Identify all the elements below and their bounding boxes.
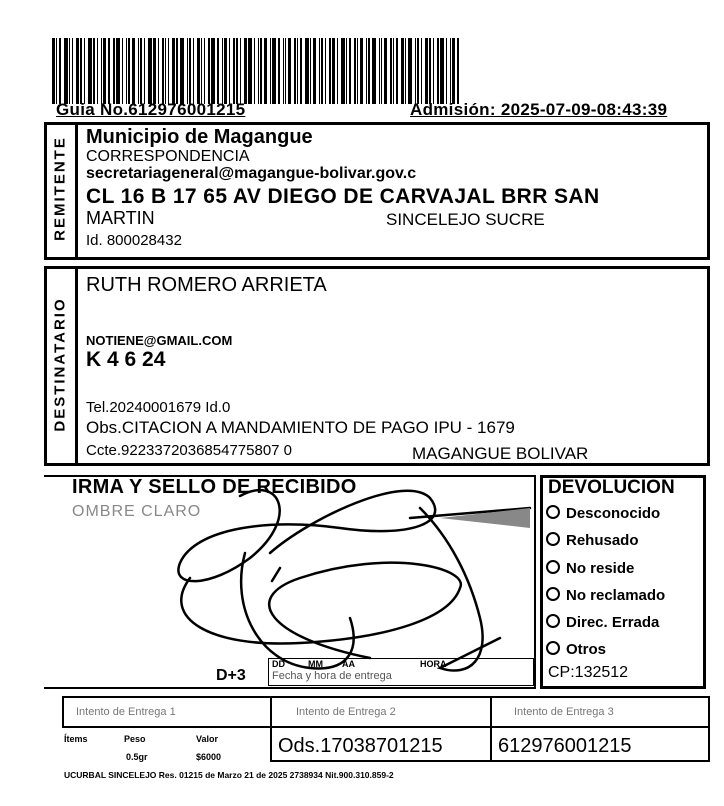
barcode-bar <box>357 38 358 104</box>
barcode-bar <box>176 38 178 104</box>
remitente-id: Id. 800028432 <box>86 232 182 249</box>
barcode-bar <box>408 38 412 104</box>
barcode-bar <box>285 38 286 104</box>
barcode-bar <box>56 38 57 104</box>
barcode-bar <box>321 38 323 104</box>
remitente-email: secretariageneral@magangue-bolivar.gov.c <box>86 165 417 182</box>
barcode-bar <box>429 38 431 104</box>
barcode-bar <box>354 38 356 104</box>
destinatario-city: MAGANGUE BOLIVAR <box>412 444 589 463</box>
barcode-bar <box>272 38 276 104</box>
intento-1: Intento de Entrega 1 <box>76 706 176 718</box>
barcode-bar <box>172 38 175 104</box>
barcode-bar <box>310 38 311 104</box>
barcode-bar <box>313 38 316 104</box>
destinatario-email: NOTIENE@GMAIL.COM <box>86 333 233 348</box>
barcode-bar <box>433 38 434 104</box>
remitente-label: REMITENTE <box>51 136 69 241</box>
barcode-bar <box>187 38 188 104</box>
barcode-bar <box>278 38 280 104</box>
devolucion-option[interactable]: Direc. Errada <box>546 614 659 631</box>
barcode-bar <box>168 38 169 104</box>
barcode-bar <box>88 38 92 104</box>
barcode-bar <box>116 38 120 104</box>
guia-number: Guia No.612976001215 <box>56 100 246 119</box>
barcode-bar <box>224 38 227 104</box>
barcode-bar <box>401 38 404 104</box>
destinatario-tel: Tel.20240001679 Id.0 <box>86 399 231 416</box>
recibido-subtitle: OMBRE CLARO <box>72 503 202 520</box>
devolucion-option[interactable]: Rehusado <box>546 532 639 549</box>
barcode-bar <box>72 38 73 104</box>
barcode-bar <box>158 38 159 104</box>
barcode-bar <box>288 38 291 104</box>
barcode-bar <box>390 38 392 104</box>
barcode-bar <box>222 38 223 104</box>
barcode-bar <box>113 38 115 104</box>
barcode-bar <box>379 38 380 104</box>
barcode-bar <box>138 38 139 104</box>
admision-date: Admisión: 2025-07-09-08:43:39 <box>410 100 668 119</box>
barcode-bar <box>425 38 428 104</box>
barcode-bar <box>440 38 444 104</box>
barcode-bar <box>381 38 382 104</box>
barcode-bar <box>341 38 345 104</box>
barcode-bar <box>208 38 210 104</box>
barcode-bar <box>384 38 387 104</box>
intento-2: Intento de Entrega 2 <box>296 706 396 718</box>
barcode-bar <box>300 38 302 104</box>
fecha-col-aa: AA <box>342 659 355 669</box>
barcode-bar <box>452 38 455 104</box>
ods-number: Ods.17038701215 <box>278 735 443 757</box>
barcode-bar <box>97 38 98 104</box>
barcode-bar <box>248 38 252 104</box>
radio-circle-icon <box>546 532 560 546</box>
barcode-bar <box>204 38 205 104</box>
barcode <box>52 38 704 104</box>
radio-circle-icon <box>546 560 560 574</box>
barcode-bar <box>153 38 156 104</box>
barcode-bar <box>437 38 439 104</box>
items-label: Ítems <box>64 734 88 744</box>
barcode-bar <box>52 38 55 104</box>
barcode-bar <box>366 38 367 104</box>
peso-value: 0.5gr <box>126 752 148 762</box>
devolucion-option[interactable]: No reclamado <box>546 587 665 604</box>
barcode-bar <box>421 38 422 104</box>
fecha-col-dd: DD <box>272 659 285 669</box>
barcode-bar <box>233 38 235 104</box>
barcode-bar <box>144 38 145 104</box>
barcode-bar <box>396 38 398 104</box>
fecha-col-hora: HORA <box>420 659 447 669</box>
barcode-bar <box>197 38 200 104</box>
barcode-bar <box>270 38 271 104</box>
barcode-bar <box>122 38 123 104</box>
barcode-bar <box>108 38 110 104</box>
barcode-bar <box>103 38 106 104</box>
intento-3: Intento de Entrega 3 <box>514 706 614 718</box>
barcode-bar <box>126 38 127 104</box>
barcode-bar <box>148 38 152 104</box>
barcode-bar <box>240 38 241 104</box>
radio-circle-icon <box>546 614 560 628</box>
barcode-bar <box>76 38 79 104</box>
barcode-bar <box>132 38 135 104</box>
barcode-bar <box>236 38 238 104</box>
barcode-bar <box>319 38 320 104</box>
barcode-bar <box>417 38 419 104</box>
barcode-bar <box>393 38 394 104</box>
d3-label: D+3 <box>216 667 246 684</box>
barcode-bar <box>244 38 247 104</box>
devolucion-option[interactable]: No reside <box>546 560 634 577</box>
barcode-bar <box>64 38 68 104</box>
guia-number-bottom: 612976001215 <box>498 735 632 757</box>
barcode-bar <box>189 38 191 104</box>
barcode-bar <box>84 38 85 104</box>
remitente-address-line1: CL 16 B 17 65 AV DIEGO DE CARVAJAL BRR SAN <box>86 185 600 208</box>
destinatario-address: K 4 6 24 <box>86 348 166 371</box>
barcode-bar <box>446 38 447 104</box>
devolucion-title: DEVOLUCION <box>548 477 675 498</box>
destinatario-label: DESTINATARIO <box>51 297 69 432</box>
barcode-bar <box>101 38 102 104</box>
barcode-bar <box>258 38 259 104</box>
barcode-bar <box>349 38 351 104</box>
barcode-bar <box>260 38 262 104</box>
fecha-entrega-label: Fecha y hora de entrega <box>272 670 392 682</box>
barcode-bar <box>332 38 335 104</box>
barcode-bar <box>165 38 166 104</box>
remitente-city: SINCELEJO SUCRE <box>386 210 545 229</box>
radio-circle-icon <box>546 641 560 655</box>
remitente-name: Municipio de Magangue <box>86 126 313 148</box>
barcode-bar <box>217 38 219 104</box>
barcode-bar <box>69 38 70 104</box>
barcode-bar <box>450 38 451 104</box>
barcode-bar <box>372 38 376 104</box>
barcode-bar <box>297 38 298 104</box>
barcode-bar <box>294 38 296 104</box>
barcode-bar <box>405 38 406 104</box>
barcode-bar <box>201 38 202 104</box>
barcode-bar <box>180 38 184 104</box>
devolucion-option[interactable]: Desconocido <box>546 505 660 522</box>
barcode-bar <box>254 38 255 104</box>
devolucion-cp: CP:132512 <box>548 664 629 681</box>
barcode-bar <box>283 38 284 104</box>
valor-label: Valor <box>196 734 219 744</box>
barcode-bar <box>140 38 142 104</box>
barcode-bar <box>264 38 267 104</box>
footer-text: UCURBAL SINCELEJO Res. 01215 de Marzo 21 de 2025 2738934 Nit.900.310.859-2 <box>64 770 394 780</box>
destinatario-ccte: Ccte.9223372036854775807 0 <box>86 442 293 459</box>
devolucion-option[interactable]: Otros <box>546 641 606 658</box>
peso-label: Peso <box>124 734 146 744</box>
barcode-bar <box>162 38 164 104</box>
destinatario-obs: Obs.CITACION A MANDAMIENTO DE PAGO IPU - 1679 <box>86 418 515 437</box>
barcode-bar <box>329 38 331 104</box>
barcode-bar <box>415 38 416 104</box>
remitente-dept: CORRESPONDENCIA <box>86 148 250 165</box>
radio-circle-icon <box>546 505 560 519</box>
barcode-bar <box>80 38 82 104</box>
barcode-bar <box>211 38 215 104</box>
fecha-col-mm: MM <box>308 659 323 669</box>
destinatario-name: RUTH ROMERO ARRIETA <box>86 274 327 296</box>
remitente-address-line2: MARTIN <box>86 208 155 228</box>
barcode-bar <box>93 38 95 104</box>
recibido-title: IRMA Y SELLO DE RECIBIDO <box>72 476 357 498</box>
barcode-bar <box>305 38 309 104</box>
barcode-bar <box>368 38 370 104</box>
barcode-bar <box>229 38 230 104</box>
barcode-bar <box>457 38 459 104</box>
radio-circle-icon <box>546 587 560 601</box>
barcode-bar <box>128 38 130 104</box>
barcode-bar <box>325 38 326 104</box>
barcode-bar <box>360 38 363 104</box>
barcode-bar <box>193 38 194 104</box>
barcode-bar <box>337 38 338 104</box>
barcode-bar <box>59 38 61 104</box>
valor-value: $6000 <box>196 752 222 762</box>
barcode-bar <box>346 38 347 104</box>
